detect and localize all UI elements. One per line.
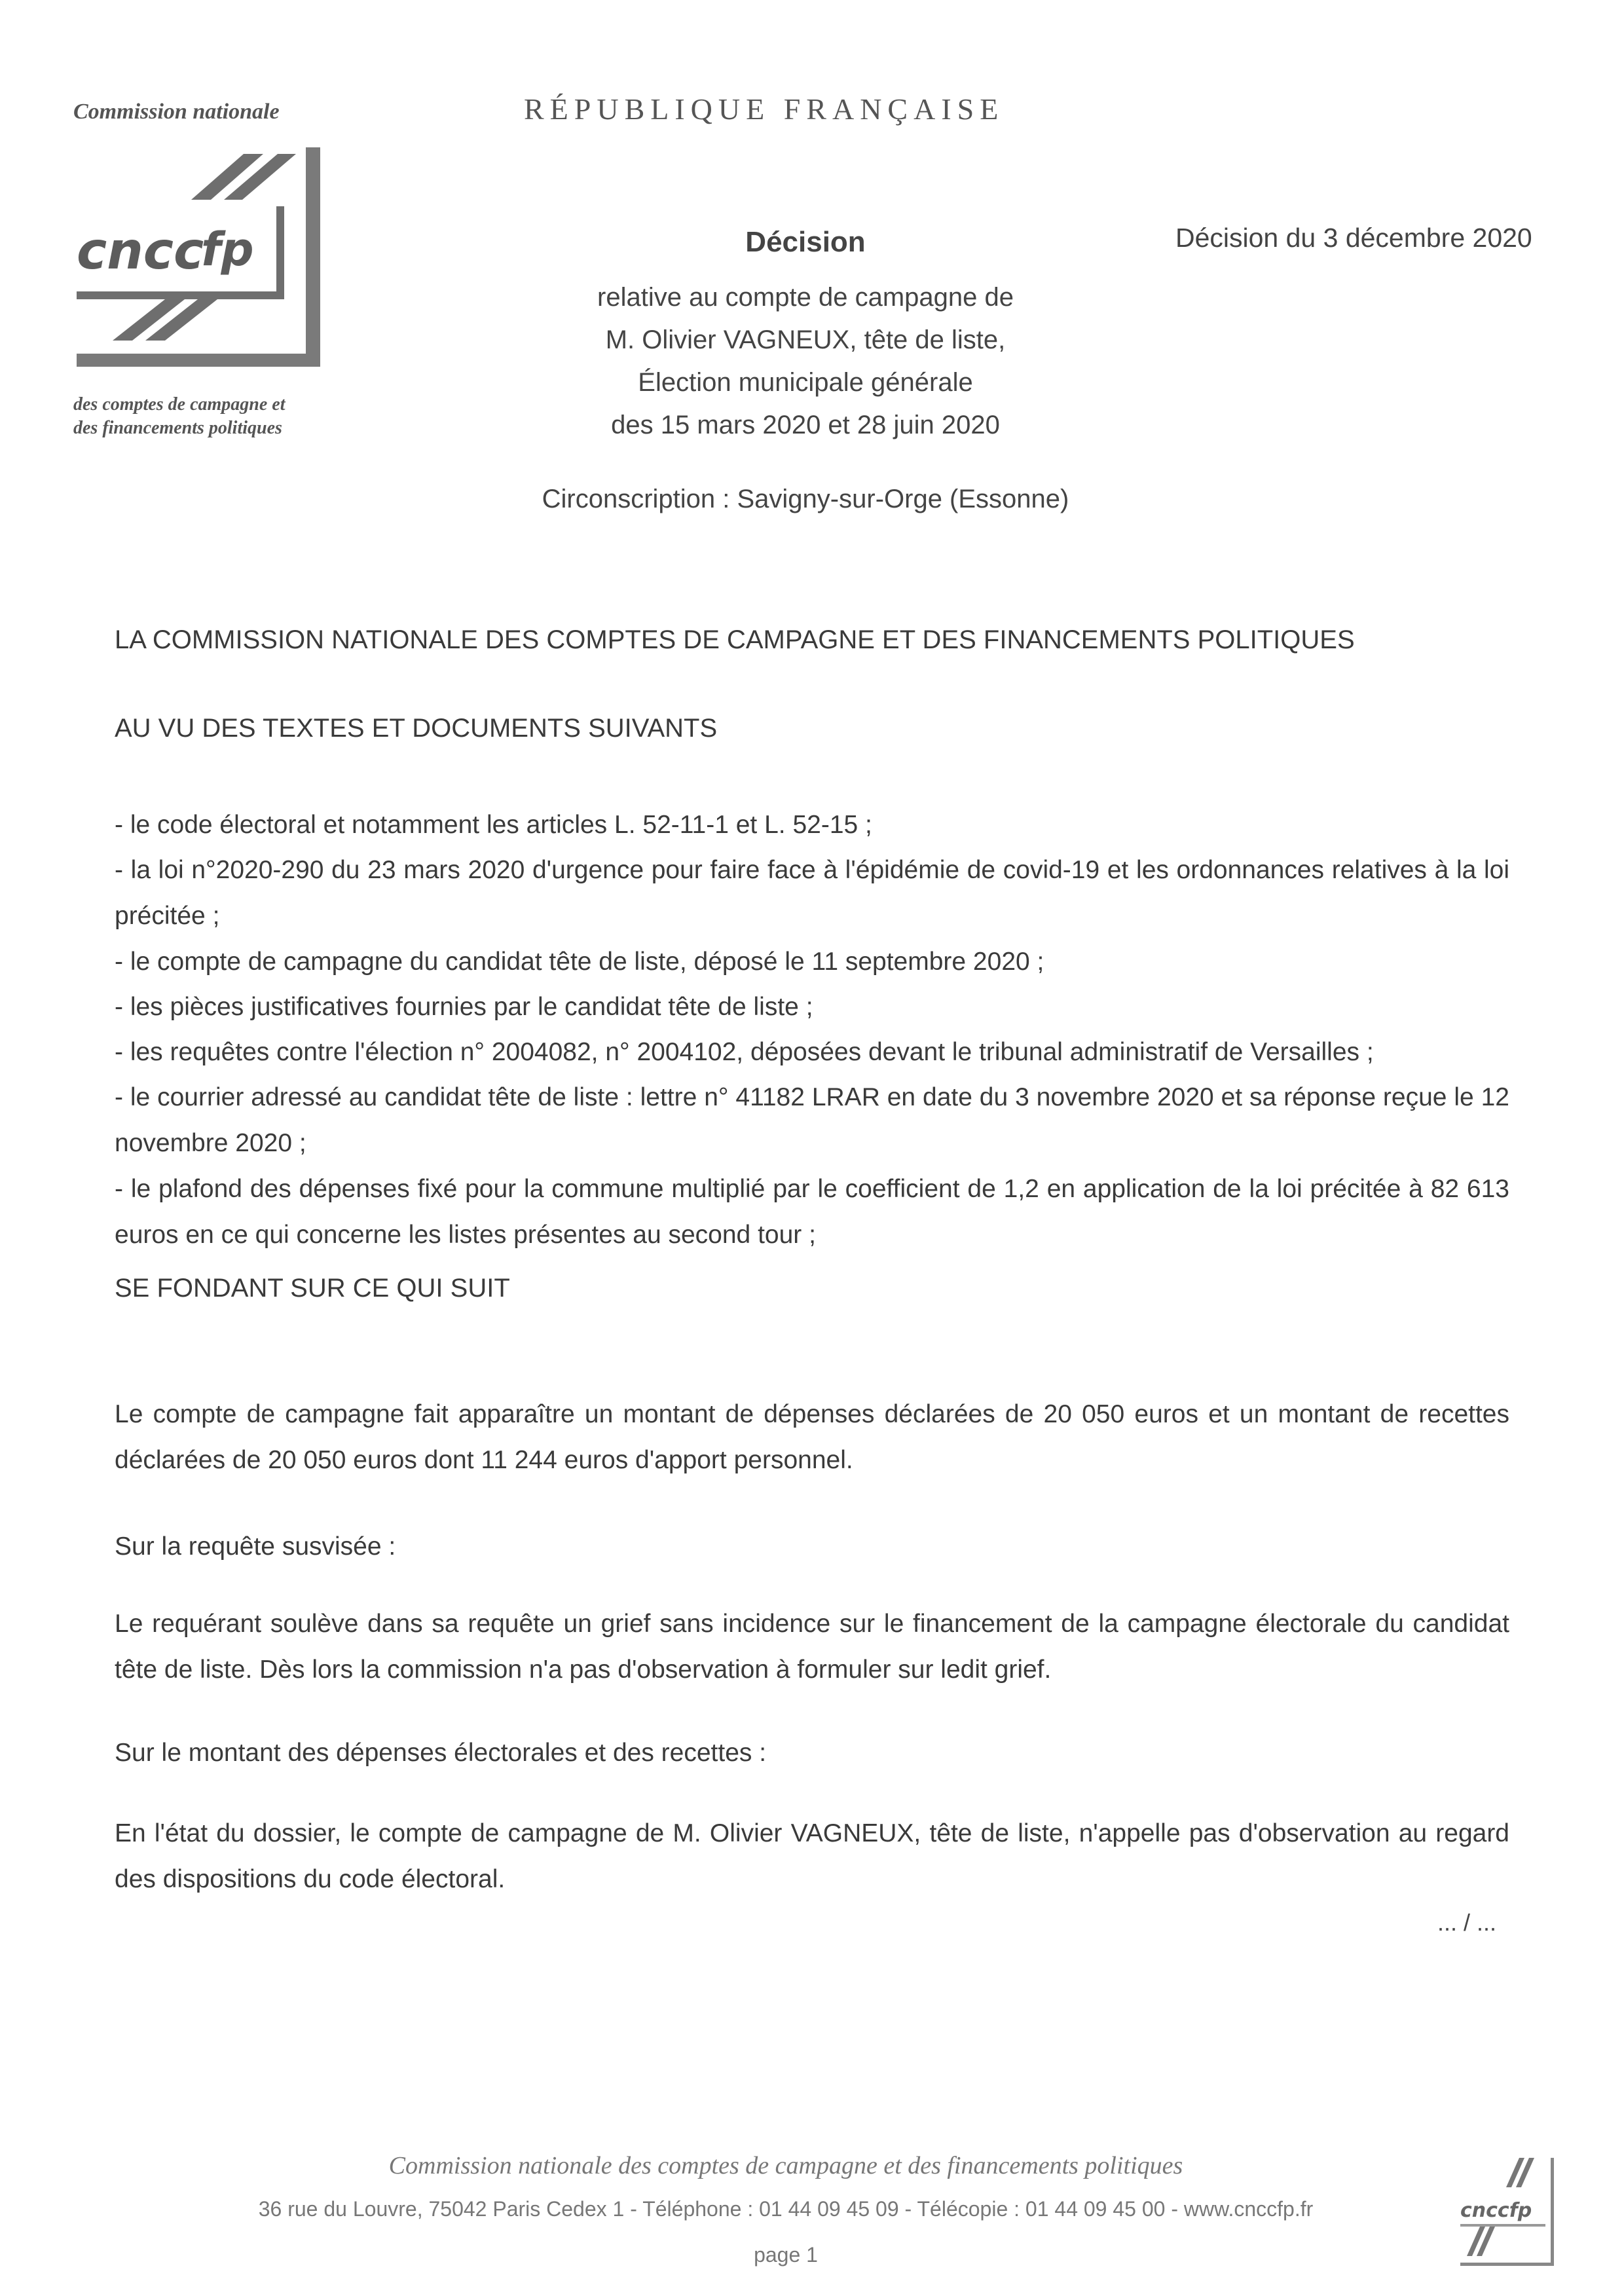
decision-subtitle-line: M. Olivier VAGNEUX, tête de liste,	[605, 325, 1006, 354]
decision-subtitle-line: relative au compte de campagne de	[597, 283, 1014, 312]
logo-bracket-vertical	[306, 147, 320, 367]
logo-commission-nationale: Commission nationale	[73, 100, 280, 124]
republique-francaise-heading: RÉPUBLIQUE FRANÇAISE	[524, 92, 1005, 126]
footer-logo-bracket	[1551, 2158, 1554, 2266]
footer-logo-bracket	[1460, 2263, 1554, 2266]
logo-mark	[73, 141, 335, 383]
commission-heading: LA COMMISSION NATIONALE DES COMPTES DE CAMPAGNE ET DES FINANCEMENTS POLITIQUES	[115, 625, 1355, 654]
circonscription: Circonscription : Savigny-sur-Orge (Essonne)	[542, 485, 1069, 513]
fondant-heading: SE FONDANT SUR CE QUI SUIT	[115, 1274, 510, 1303]
montant-heading: Sur le montant des dépenses électorales et des recettes :	[115, 1739, 767, 1767]
vu-list-item: - le plafond des dépenses fixé pour la commune multiplié par le coefficient de 1,2 en application de la loi précitée à 82 613 euros en ce qui concerne les listes présentes au second tour ;	[115, 1175, 1509, 1249]
logo-acronym: cncc	[77, 222, 204, 281]
logo-acronym-suffix: fp	[201, 223, 254, 276]
paragraph-compte: Le compte de campagne fait apparaître un montant de dépenses déclarées de 20 050 euros et un montant de recettes déclarées de 20 050 euros dont 11 244 euros d'apport personnel.	[115, 1400, 1509, 1474]
footer-address: 36 rue du Louvre, 75042 Paris Cedex 1 - Téléphone : 01 44 09 45 09 - Télécopie : 01 44 09 45 00 - www.cnccfp.fr	[258, 2197, 1314, 2221]
logo-subtitle-line: des financements politiques	[73, 418, 282, 438]
decision-subtitle-line: Élection municipale générale	[638, 368, 973, 397]
vu-list-item: - les requêtes contre l'élection n° 2004082, n° 2004102, déposées devant le tribunal administratif de Versailles ;	[115, 1038, 1374, 1066]
page-number: page 1	[754, 2243, 818, 2267]
footer-logo-text: cnccfp	[1460, 2199, 1532, 2222]
logo-subtitle-line: des comptes de campagne et	[73, 394, 286, 415]
vu-list-item: - le code électoral et notamment les articles L. 52-11-1 et L. 52-15 ;	[115, 811, 872, 839]
vu-list-item: - la loi n°2020-290 du 23 mars 2020 d'urgence pour faire face à l'épidémie de covid-19 et les ordonnances relatives à la loi précitée ;	[115, 856, 1509, 930]
footer-logo-underline	[1460, 2224, 1545, 2227]
paragraph-requete: Le requérant soulève dans sa requête un grief sans incidence sur le financement de la campagne électorale du candidat tête de liste. Dès lors la commission n'a pas d'observation à formuler sur ledit grief.	[115, 1610, 1509, 1684]
vu-heading: AU VU DES TEXTES ET DOCUMENTS SUIVANTS	[115, 714, 718, 743]
paragraph-montant: En l'état du dossier, le compte de campagne de M. Olivier VAGNEUX, tête de liste, n'appelle pas d'observation au regard des dispositions du code électoral.	[115, 1819, 1509, 1893]
vu-list-item: - le courrier adressé au candidat tête de liste : lettre n° 41182 LRAR en date du 3 novembre 2020 et sa réponse reçue le 12 novembre 2020 ;	[115, 1083, 1509, 1157]
vu-list	[115, 802, 1509, 1258]
continuation-mark: ... / ...	[1437, 1909, 1497, 1936]
logo-inner-horizontal	[77, 291, 284, 299]
logo-bracket-horizontal	[77, 354, 320, 367]
logo-subtitle	[73, 393, 285, 440]
vu-list-item: - le compte de campagne du candidat tête de liste, déposé le 11 septembre 2020 ;	[115, 948, 1044, 976]
vu-list-item: - les pièces justificatives fournies par le candidat tête de liste ;	[115, 993, 813, 1021]
logo-inner-vertical	[276, 206, 284, 298]
decision-title-block	[537, 223, 1074, 447]
footer-commission-name: Commission nationale des comptes de campagne et des financements politiques	[388, 2152, 1183, 2179]
footer-cnccfp-logo	[1447, 2155, 1565, 2272]
decision-subtitle-line: des 15 mars 2020 et 28 juin 2020	[611, 411, 1000, 439]
decision-title: Décision	[745, 226, 866, 258]
requete-heading: Sur la requête susvisée :	[115, 1532, 396, 1561]
decision-date: Décision du 3 décembre 2020	[1175, 223, 1532, 253]
cnccfp-logo	[65, 92, 341, 458]
